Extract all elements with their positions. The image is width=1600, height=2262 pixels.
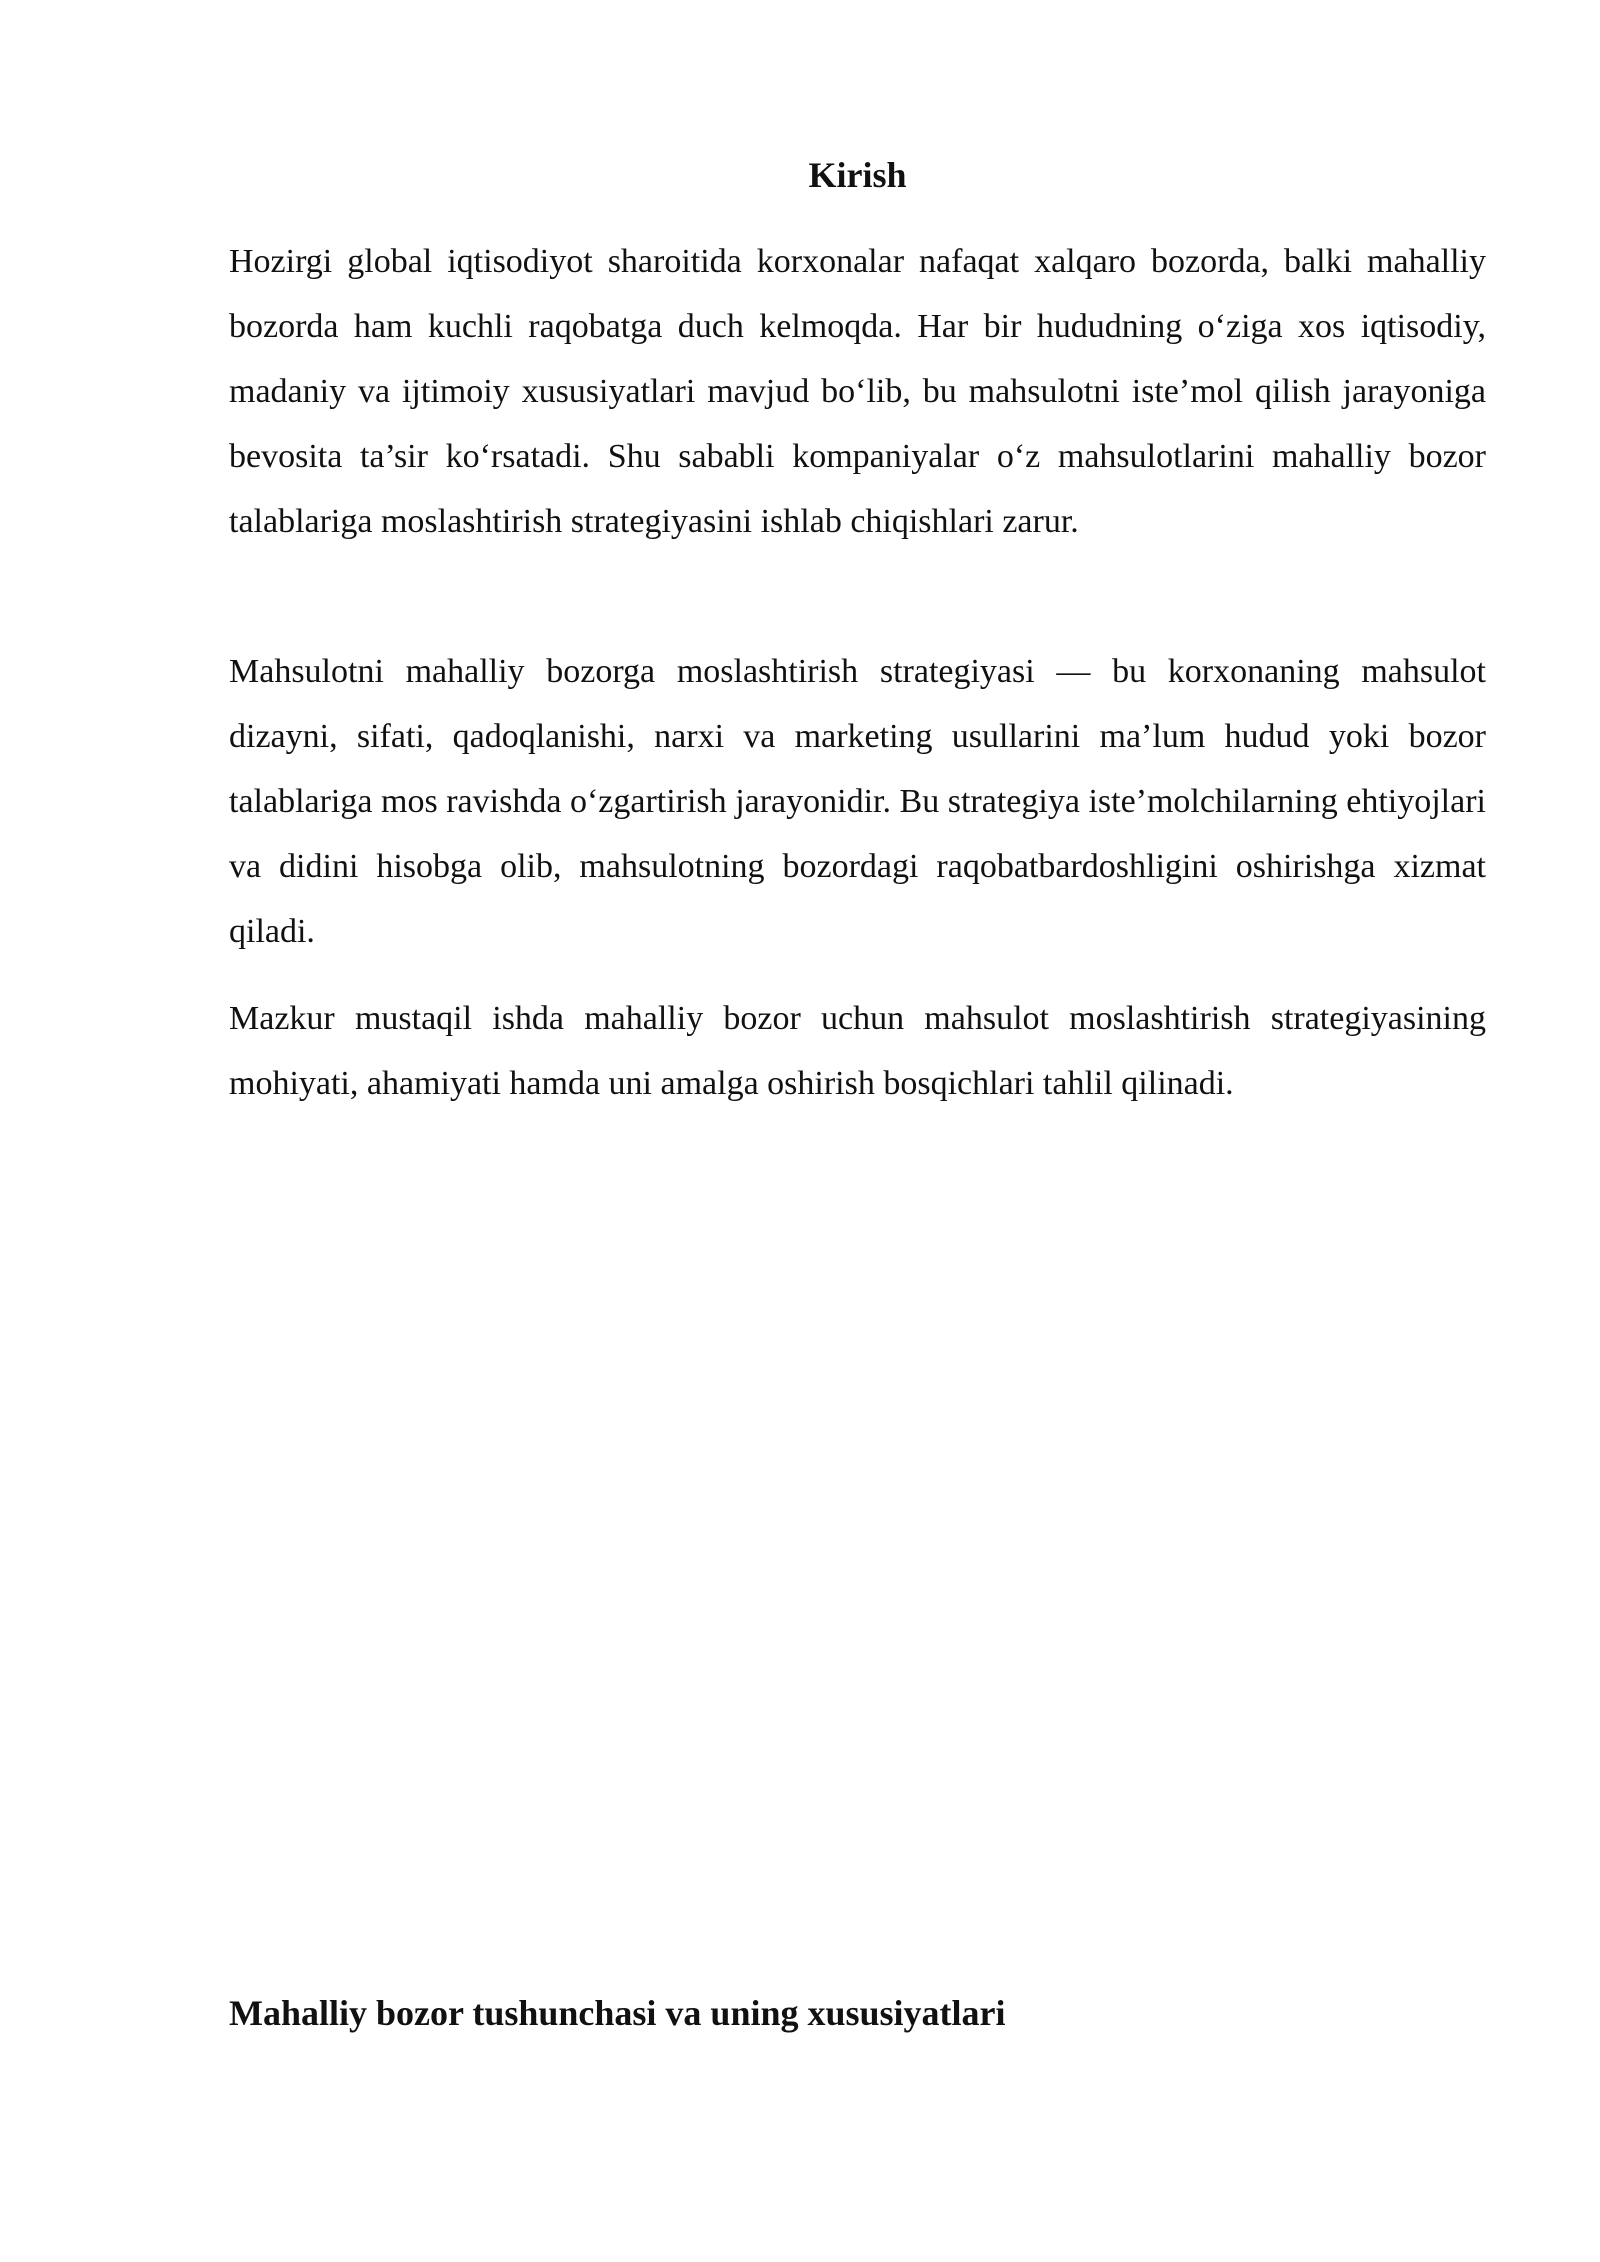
intro-paragraph-1: Hozirgi global iqtisodiyot sharoitida korxonalar nafaqat xalqaro bozorda, balki mahalliy bozorda ham kuchli raqobatga duch kelmoqda. Har bir hududning o‘ziga xos iqtisodiy, madaniy va ijtimoiy xususiyatlari mavjud bo‘lib, bu mahsulotni iste’mol qilish jarayoniga bevosita ta’sir ko‘rsatadi. Shu sababli kompaniyalar o‘z mahsulotlarini mahalliy bozor talablariga moslashtirish strategiyasini ishlab chiqishlari zarur. xyxy=(229,243,1486,540)
section-heading: Mahalliy bozor tushunchasi va uning xususiyatlari xyxy=(229,1993,1006,2033)
intro-paragraph-3: Mazkur mustaqil ishda mahalliy bozor uchun mahsulot moslashtirish strategiyasining mohiyati, ahamiyati hamda uni amalga oshirish bosqichlari tahlil qilinadi. xyxy=(229,1000,1486,1102)
intro-paragraph-2: Mahsulotni mahalliy bozorga moslashtirish strategiyasi — bu korxonaning mahsulot dizayni, sifati, qadoqlanishi, narxi va marketing usullarini ma’lum hudud yoki bozor talablariga mos ravishda o‘zgartirish jarayonidir. Bu strategiya iste’molchilarning ehtiyojlari va didini hisobga olib, mahsulotning bozordagi raqobatbardoshligini oshirishga xizmat qiladi. xyxy=(229,653,1486,950)
page-title: Kirish xyxy=(808,155,907,195)
